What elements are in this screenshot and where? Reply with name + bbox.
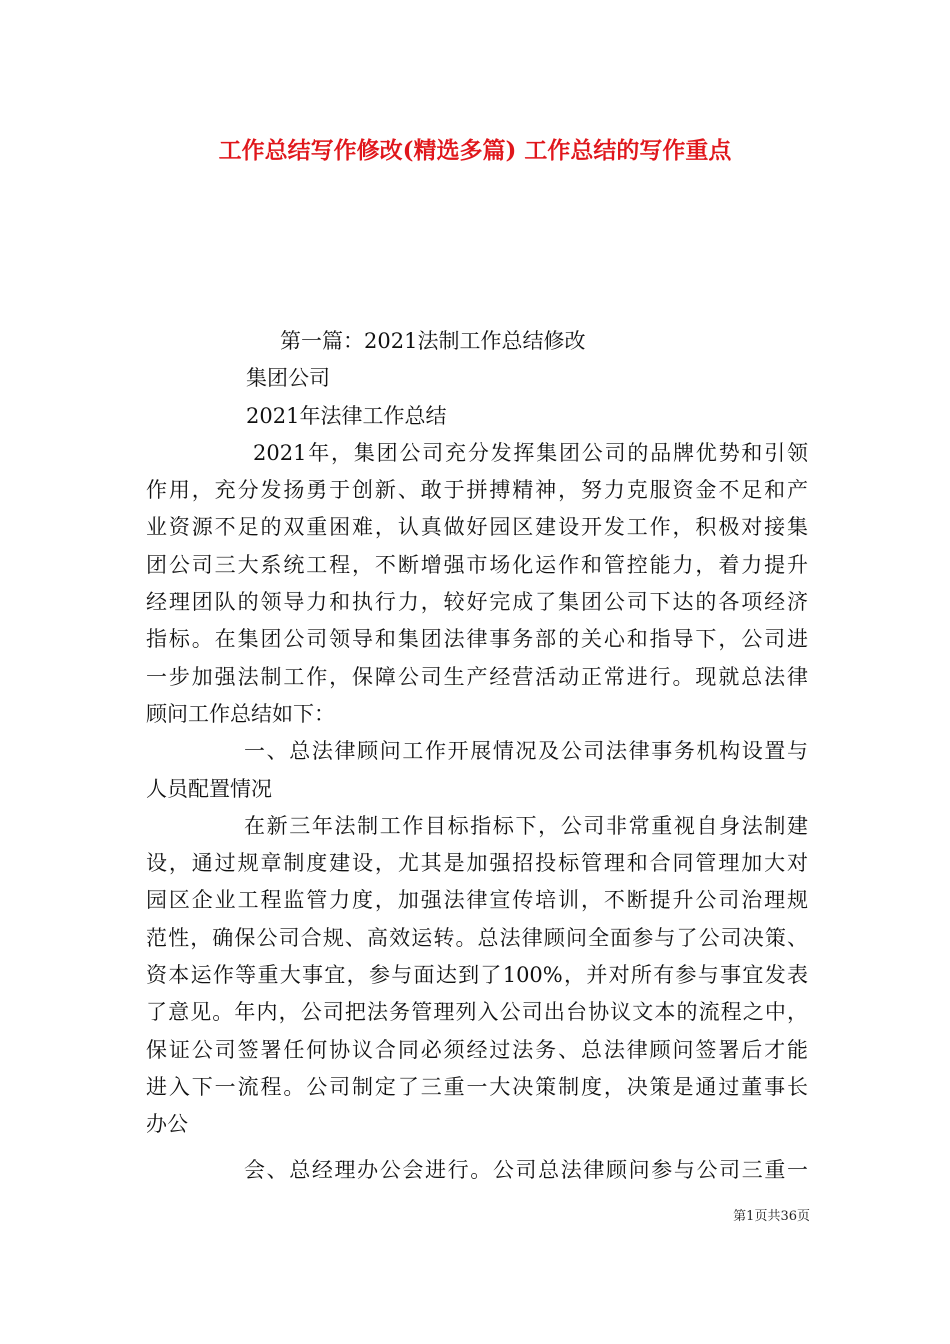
- paragraph-line: 设，通过规章制度建设，尤其是加强招投标管理和合同管理加大对: [146, 851, 808, 876]
- paragraph-line: 在新三年法制工作目标指标下，公司非常重视自身法制建: [244, 813, 808, 838]
- subheading-company: 集团公司: [246, 366, 330, 391]
- paragraph-line: 人员配置情况: [146, 776, 272, 801]
- paragraph-line: 顾问工作总结如下：: [146, 701, 335, 726]
- paragraph-line: 指标。在集团公司领导和集团法律事务部的关心和指导下，公司进: [146, 627, 808, 652]
- paragraph-line: 经理团队的领导力和执行力，较好完成了集团公司下达的各项经济: [146, 590, 808, 615]
- paragraph-line: 一、总法律顾问工作开展情况及公司法律事务机构设置与: [244, 739, 808, 764]
- paragraph-line: 了意见。年内，公司把法务管理列入公司出台协议文本的流程之中，: [146, 1000, 808, 1025]
- document-title: 工作总结写作修改(精选多篇) 工作总结的写作重点: [218, 137, 732, 164]
- paragraph-line: 办公: [146, 1112, 188, 1137]
- paragraph-line: 业资源不足的双重困难，认真做好园区建设开发工作，积极对接集: [146, 515, 808, 540]
- paragraph-line: 一步加强法制工作，保障公司生产经营活动正常进行。现就总法律: [146, 664, 808, 689]
- paragraph-line: 2021年，集团公司充分发挥集团公司的品牌优势和引领: [253, 440, 808, 465]
- paragraph-line: 作用，充分发扬勇于创新、敢于拼搏精神，努力克服资金不足和产: [146, 478, 808, 503]
- subheading-report: 2021年法律工作总结: [246, 403, 447, 428]
- page-number-footer: 第1页共36页: [733, 1209, 810, 1224]
- paragraph-line: 会、总经理办公会进行。公司总法律顾问参与公司三重一: [244, 1157, 808, 1182]
- document-body: [146, 323, 808, 1189]
- paragraph-line: 资本运作等重大事宜，参与面达到了100%，并对所有参与事宜发表: [146, 963, 808, 988]
- paragraph-line: 范性，确保公司合规、高效运转。总法律顾问全面参与了公司决策、: [146, 925, 808, 950]
- paragraph-line: 保证公司签署任何协议合同必须经过法务、总法律顾问签署后才能: [146, 1037, 808, 1062]
- paragraph-line: 团公司三大系统工程，不断增强市场化运作和管控能力，着力提升: [146, 552, 808, 577]
- paragraph-line: 进入下一流程。公司制定了三重一大决策制度，决策是通过董事长: [146, 1074, 808, 1099]
- paragraph-line: 园区企业工程监管力度，加强法律宣传培训，不断提升公司治理规: [146, 888, 808, 913]
- section-heading: 第一篇：2021法制工作总结修改: [280, 329, 586, 353]
